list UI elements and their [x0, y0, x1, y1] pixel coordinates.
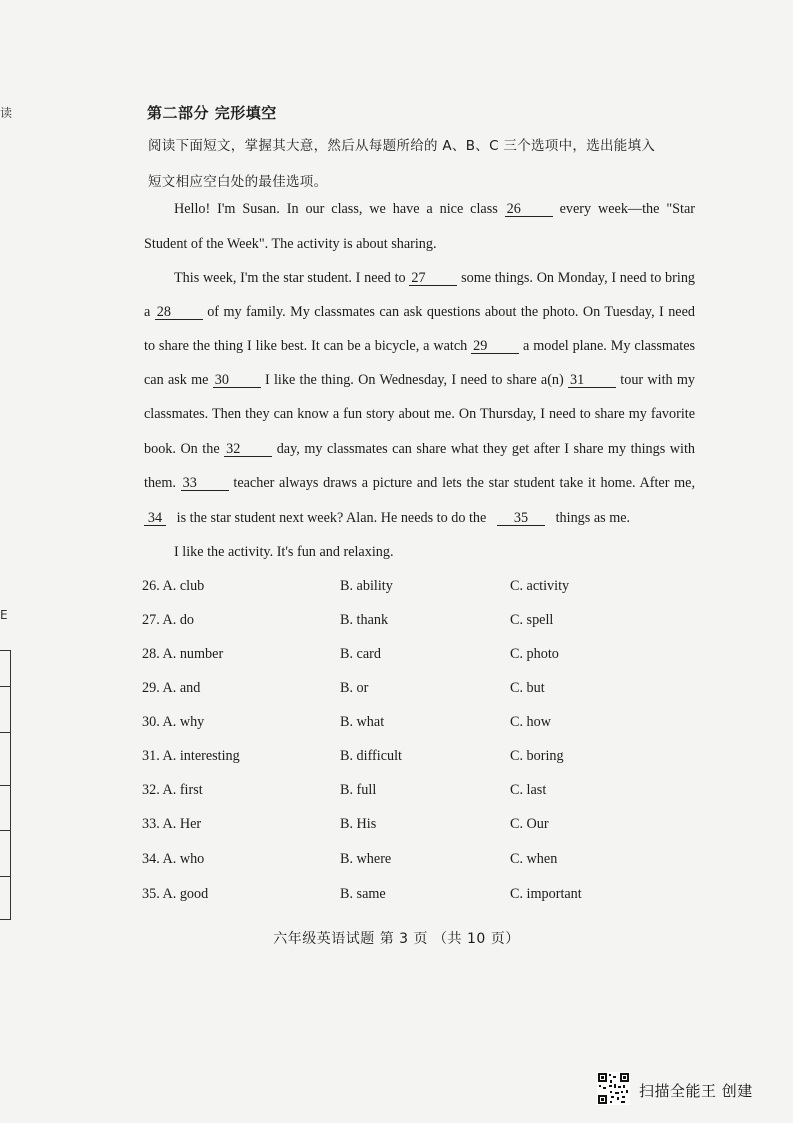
passage-line: I like the activity. It's fun and relaxing.	[174, 544, 394, 560]
option-b: B. or	[340, 680, 369, 696]
answer-blank-33: 33	[181, 476, 229, 491]
option-b: B. thank	[340, 612, 389, 628]
option-a: 31. A. interesting	[142, 748, 240, 764]
margin-character: E	[0, 608, 8, 622]
answer-blank-31: 31	[568, 373, 616, 388]
option-b: B. what	[340, 714, 385, 730]
option-a: 30. A. why	[142, 714, 205, 730]
answer-blank-35: 35	[497, 511, 545, 526]
option-a: 35. A. good	[142, 886, 209, 902]
option-c: C. boring	[510, 748, 564, 764]
passage-line: them. 33 teacher always draws a picture and lets the star student take it home. After me,	[144, 475, 696, 491]
passage-line: to share the thing I like best. It can be a bicycle, a watch 29 a model plane. My classmates	[144, 338, 696, 354]
option-b: B. same	[340, 886, 386, 902]
option-c: C. important	[510, 886, 582, 902]
option-b: B. difficult	[340, 748, 403, 764]
answer-blank-26: 26	[505, 202, 553, 217]
binding-divider	[0, 876, 10, 877]
passage-line: Student of the Week". The activity is about sharing.	[144, 236, 437, 252]
passage-line: This week, I'm the star student. I need to 27 some things. On Monday, I need to bring	[174, 270, 696, 286]
option-b: B. full	[340, 782, 377, 798]
option-b: B. His	[340, 816, 377, 832]
passage-line: can ask me 30 I like the thing. On Wednesday, I need to share a(n) 31 tour with my	[144, 372, 696, 388]
passage-line: book. On the 32 day, my classmates can share what they get after I share my things with	[144, 441, 696, 457]
option-c: C. but	[510, 680, 545, 696]
option-c: C. activity	[510, 578, 570, 594]
instruction-line: 阅读下面短文，掌握其大意，然后从每题所给的 A、B、C 三个选项中，选出能填入	[148, 138, 656, 154]
option-a: 32. A. first	[142, 782, 203, 798]
option-c: C. Our	[510, 816, 549, 832]
option-c: C. photo	[510, 646, 559, 662]
passage-line: 34 is the star student next week? Alan. He needs to do the 35 things as me.	[144, 510, 695, 527]
option-a: 27. A. do	[142, 612, 195, 628]
option-a: 33. A. Her	[142, 816, 202, 832]
binding-divider	[0, 785, 10, 786]
answer-blank-27: 27	[409, 271, 457, 286]
passage-line: a 28 of my family. My classmates can ask questions about the photo. On Tuesday, I need	[144, 304, 695, 320]
page-footer: 六年级英语试题 第 3 页 （共 10 页）	[273, 931, 520, 947]
option-c: C. spell	[510, 612, 554, 628]
answer-blank-29: 29	[471, 339, 519, 354]
option-a: 29. A. and	[142, 680, 201, 696]
answer-blank-28: 28	[155, 305, 203, 320]
binding-divider	[0, 830, 10, 831]
passage-line: classmates. Then they can know a fun story about me. On Thursday, I need to share my favorite	[144, 406, 695, 422]
section-title: 第二部分 完形填空	[147, 104, 277, 122]
binding-divider	[0, 686, 10, 687]
option-a: 26. A. club	[142, 578, 205, 594]
option-c: C. how	[510, 714, 551, 730]
option-b: B. ability	[340, 578, 393, 594]
margin-character: 读	[0, 106, 13, 120]
option-c: C. last	[510, 782, 547, 798]
scanner-watermark: 扫描全能王 创建	[639, 1082, 753, 1100]
answer-blank-32: 32	[224, 442, 272, 457]
passage-line: Hello! I'm Susan. In our class, we have a nice class 26 every week—the "Star	[174, 201, 695, 217]
answer-blank-34: 34	[144, 511, 166, 526]
option-a: 28. A. number	[142, 646, 224, 662]
binding-divider	[0, 732, 10, 733]
option-b: B. card	[340, 646, 381, 662]
option-a: 34. A. who	[142, 851, 205, 867]
option-c: C. when	[510, 851, 558, 867]
answer-blank-30: 30	[213, 373, 261, 388]
option-b: B. where	[340, 851, 392, 867]
qr-code-icon	[597, 1072, 630, 1105]
instruction-line: 短文相应空白处的最佳选项。	[148, 174, 328, 190]
